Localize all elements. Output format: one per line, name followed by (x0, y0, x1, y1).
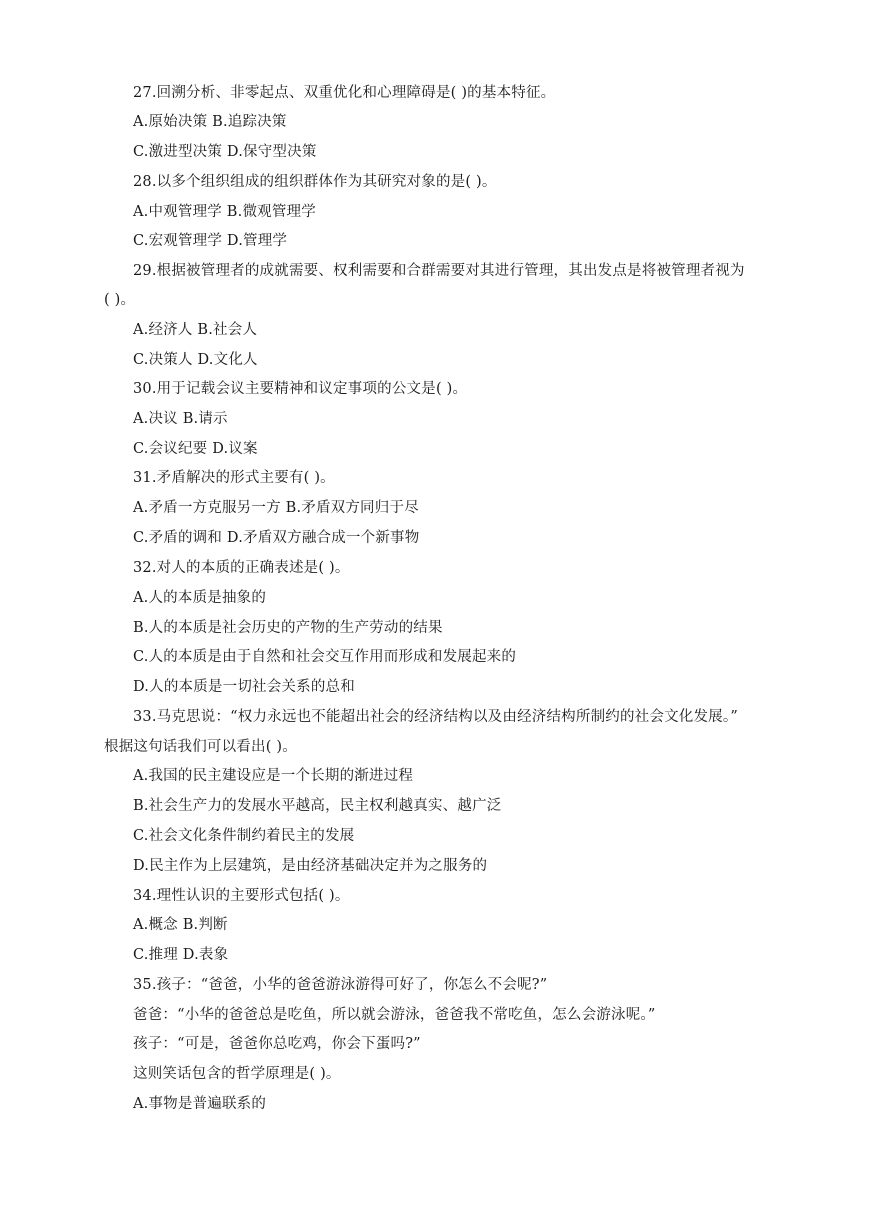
question-33-option-d: D.民主作为上层建筑，是由经济基础决定并为之服务的 (133, 858, 488, 874)
question-33-stem: 33.马克思说：“权力永远也不能超出社会的经济结构以及由经济结构所制约的社会文化发展。” (133, 709, 738, 725)
question-35-dialogue-child-1: 35.孩子：“爸爸，小华的爸爸游泳游得可好了，你怎么不会呢?” (133, 977, 548, 993)
question-32-option-b: B.人的本质是社会历史的产物的生产劳动的结果 (133, 620, 443, 636)
question-27-options-ab: A.原始决策 B.追踪决策 (133, 114, 287, 130)
question-28-options-ab: A.中观管理学 B.微观管理学 (133, 204, 316, 220)
question-35-stem: 这则笑话包含的哲学原理是( )。 (133, 1066, 341, 1082)
question-35-dialogue-father: 爸爸：“小华的爸爸总是吃鱼，所以就会游泳，爸爸我不常吃鱼，怎么会游泳呢。” (133, 1007, 656, 1023)
question-33-stem-continued: 根据这句话我们可以看出( )。 (104, 739, 297, 755)
question-34-stem: 34.理性认识的主要形式包括( )。 (133, 888, 350, 904)
question-29-options-cd: C.决策人 D.文化人 (133, 352, 258, 368)
question-31-stem: 31.矛盾解决的形式主要有( )。 (133, 470, 335, 486)
question-32-option-c: C.人的本质是由于自然和社会交互作用而形成和发展起来的 (133, 649, 517, 665)
question-27-options-cd: C.激进型决策 D.保守型决策 (133, 144, 317, 160)
question-30-options-cd: C.会议纪要 D.议案 (133, 441, 258, 457)
question-33-option-a: A.我国的民主建设应是一个长期的渐进过程 (133, 768, 414, 784)
question-27-stem: 27.回溯分析、非零起点、双重优化和心理障碍是( )的基本特征。 (133, 85, 556, 101)
question-34-options-cd: C.推理 D.表象 (133, 947, 229, 963)
question-29-stem: 29.根据被管理者的成就需要、权利需要和合群需要对其进行管理，其出发点是将被管理者视为 (133, 263, 745, 279)
question-30-options-ab: A.决议 B.请示 (133, 411, 228, 427)
question-30-stem: 30.用于记载会议主要精神和议定事项的公文是( )。 (133, 381, 468, 397)
question-35-option-a: A.事物是普遍联系的 (133, 1096, 267, 1112)
question-32-option-a: A.人的本质是抽象的 (133, 590, 267, 606)
question-34-options-ab: A.概念 B.判断 (133, 917, 228, 933)
question-32-stem: 32.对人的本质的正确表述是( )。 (133, 560, 350, 576)
question-35-dialogue-child-2: 孩子：“可是，爸爸你总吃鸡，你会下蛋吗?” (133, 1036, 421, 1052)
question-31-options-ab: A.矛盾一方克服另一方 B.矛盾双方同归于尽 (133, 500, 419, 516)
question-33-option-c: C.社会文化条件制约着民主的发展 (133, 828, 355, 844)
question-29-options-ab: A.经济人 B.社会人 (133, 322, 258, 338)
question-32-option-d: D.人的本质是一切社会关系的总和 (133, 679, 355, 695)
question-28-options-cd: C.宏观管理学 D.管理学 (133, 233, 288, 249)
question-31-options-cd: C.矛盾的调和 D.矛盾双方融合成一个新事物 (133, 530, 420, 546)
question-28-stem: 28.以多个组织组成的组织群体作为其研究对象的是( )。 (133, 174, 497, 190)
question-29-stem-continued: ( )。 (104, 292, 136, 308)
question-33-option-b: B.社会生产力的发展水平越高，民主权利越真实、越广泛 (133, 798, 502, 814)
